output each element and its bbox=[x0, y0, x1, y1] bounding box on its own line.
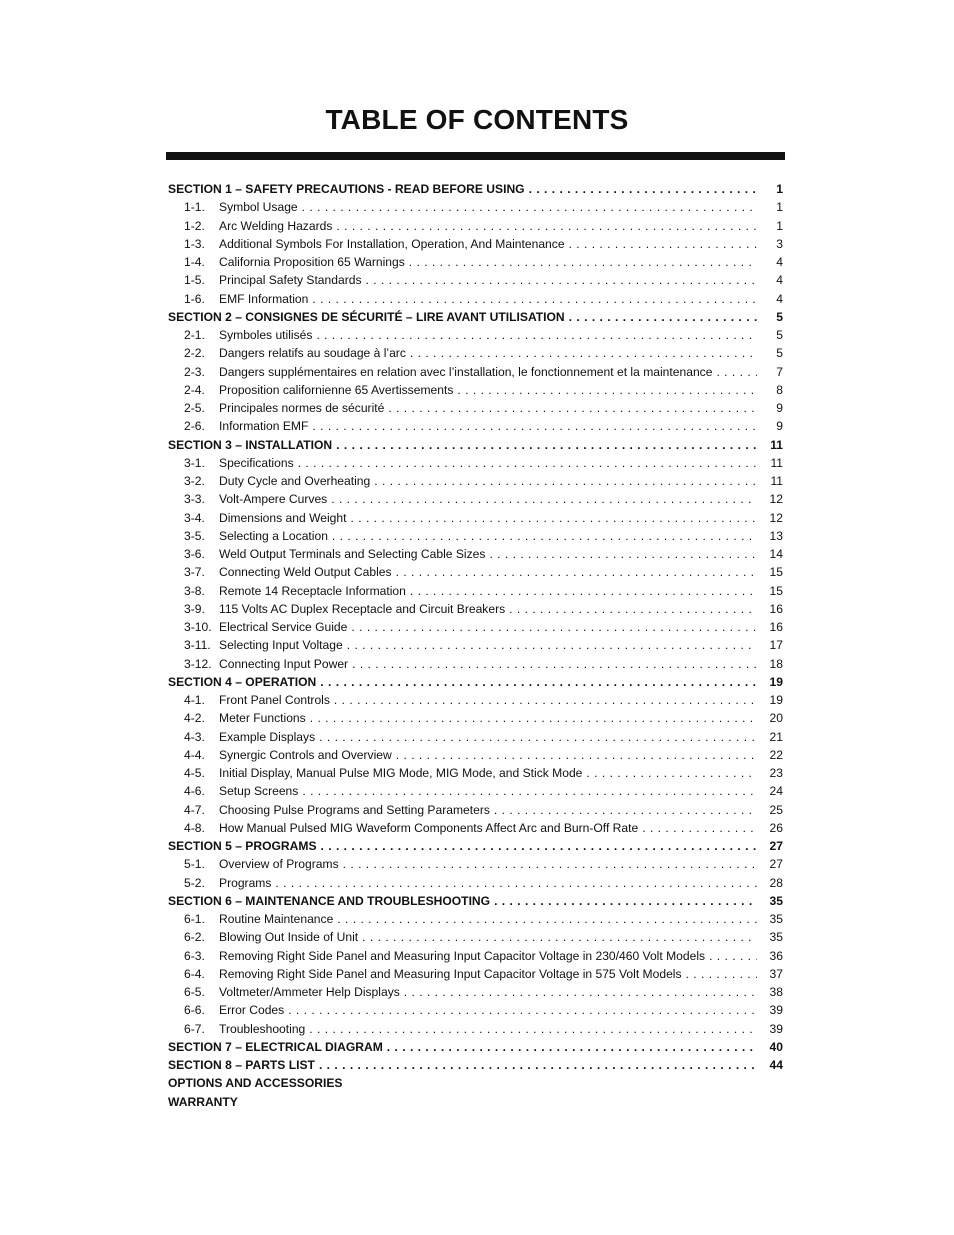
toc-subsection-entry[interactable] bbox=[168, 746, 783, 764]
toc-subsection-entry[interactable] bbox=[168, 782, 783, 800]
toc-section-entry[interactable] bbox=[168, 1038, 783, 1056]
toc-entry-page: 12 bbox=[769, 492, 783, 507]
toc-entry-label: Removing Right Side Panel and Measuring Input Capacitor Voltage in 230/460 Volt Models . . . bbox=[219, 947, 757, 965]
toc-entry-number: 6-1. bbox=[184, 912, 205, 926]
toc-entry-number: 4-6. bbox=[184, 784, 205, 799]
toc-entry-number: 4-4. bbox=[184, 747, 205, 762]
toc-entry-page: 11 bbox=[770, 474, 783, 488]
toc-entry-label: Front Panel Controls . . . bbox=[219, 691, 757, 709]
toc-entry-label: Example Displays . . . bbox=[219, 728, 757, 746]
table-of-contents bbox=[168, 180, 783, 1111]
toc-entry-label: California Proposition 65 Warnings . . . bbox=[219, 253, 757, 271]
toc-entry-page: 21 bbox=[769, 729, 783, 744]
toc-subsection-entry[interactable] bbox=[168, 874, 783, 892]
toc-subsection-entry[interactable] bbox=[168, 198, 783, 216]
toc-entry-label: SECTION 2 – CONSIGNES DE SÉCURITÉ – LIRE AVANT UTILISATION . . . bbox=[168, 308, 757, 326]
toc-entry-number: 4-3. bbox=[184, 729, 205, 744]
toc-section-entry[interactable] bbox=[168, 1093, 783, 1111]
toc-entry-label: Initial Display, Manual Pulse MIG Mode, MIG Mode, and Stick Mode . . . bbox=[219, 764, 757, 782]
toc-subsection-entry[interactable] bbox=[168, 253, 783, 271]
toc-entry-label: SECTION 1 – SAFETY PRECAUTIONS - READ BEFORE USING . . . bbox=[168, 180, 757, 198]
toc-subsection-entry[interactable] bbox=[168, 235, 783, 253]
toc-entry-number: 6-2. bbox=[184, 930, 205, 945]
toc-subsection-entry[interactable] bbox=[168, 1020, 783, 1038]
toc-entry-number: 3-8. bbox=[184, 583, 205, 598]
toc-entry-label: Voltmeter/Ammeter Help Displays . . . bbox=[219, 983, 757, 1001]
toc-entry-label: Dangers supplémentaires en relation avec l’installation, le fonctionnement et la maintenance . . . bbox=[219, 363, 757, 381]
toc-entry-number: 1-2. bbox=[184, 218, 205, 233]
toc-section-entry[interactable] bbox=[168, 436, 783, 454]
toc-section-entry[interactable] bbox=[168, 308, 783, 326]
toc-entry-page: 18 bbox=[769, 656, 783, 671]
toc-entry-page: 5 bbox=[776, 309, 783, 324]
toc-entry-page: 9 bbox=[776, 401, 783, 415]
toc-entry-page: 36 bbox=[769, 948, 783, 963]
toc-entry-page: 23 bbox=[769, 766, 783, 780]
toc-entry-number: 4-1. bbox=[184, 693, 205, 707]
toc-entry-page: 27 bbox=[769, 857, 783, 872]
toc-subsection-entry[interactable] bbox=[168, 983, 783, 1001]
toc-subsection-entry[interactable] bbox=[168, 454, 783, 472]
toc-subsection-entry[interactable] bbox=[168, 582, 783, 600]
toc-subsection-entry[interactable] bbox=[168, 819, 783, 837]
toc-subsection-entry[interactable] bbox=[168, 545, 783, 563]
toc-entry-label: WARRANTY bbox=[168, 1094, 238, 1109]
toc-entry-number: 6-3. bbox=[184, 948, 205, 963]
toc-entry-number: 2-6. bbox=[184, 419, 205, 434]
toc-entry-page: 28 bbox=[769, 875, 783, 890]
toc-entry-label: Electrical Service Guide . . . bbox=[219, 618, 757, 636]
toc-subsection-entry[interactable] bbox=[168, 344, 783, 362]
toc-entry-number: 4-8. bbox=[184, 820, 205, 835]
toc-subsection-entry[interactable] bbox=[168, 947, 783, 965]
toc-entry-page: 37 bbox=[769, 966, 783, 981]
toc-entry-page: 24 bbox=[769, 784, 783, 799]
toc-entry-label: SECTION 3 – INSTALLATION . . . bbox=[168, 436, 757, 454]
toc-subsection-entry[interactable] bbox=[168, 381, 783, 399]
toc-entry-number: 3-6. bbox=[184, 547, 205, 561]
toc-entry-page: 40 bbox=[769, 1039, 783, 1054]
toc-entry-label: Removing Right Side Panel and Measuring Input Capacitor Voltage in 575 Volt Models . . . bbox=[219, 965, 757, 983]
toc-entry-number: 6-6. bbox=[184, 1003, 205, 1018]
toc-entry-page: 5 bbox=[776, 346, 783, 361]
toc-entry-number: 2-5. bbox=[184, 401, 205, 415]
toc-entry-number: 3-5. bbox=[184, 528, 205, 543]
toc-entry-page: 4 bbox=[776, 255, 783, 269]
toc-entry-label: Remote 14 Receptacle Information . . . bbox=[219, 582, 757, 600]
toc-entry-label: Specifications . . . bbox=[219, 454, 757, 472]
toc-entry-page: 4 bbox=[776, 291, 783, 306]
toc-section-entry[interactable] bbox=[168, 1056, 783, 1074]
toc-entry-label: Choosing Pulse Programs and Setting Parameters . . . bbox=[219, 801, 757, 819]
toc-entry-number: 2-4. bbox=[184, 382, 205, 397]
toc-entry-number: 1-5. bbox=[184, 273, 205, 288]
title-rule bbox=[166, 152, 785, 160]
toc-section-entry[interactable] bbox=[168, 892, 783, 910]
toc-entry-page: 4 bbox=[776, 273, 783, 288]
toc-entry-label: Information EMF . . . bbox=[219, 417, 757, 435]
toc-section-entry[interactable] bbox=[168, 180, 783, 198]
toc-entry-number: 2-2. bbox=[184, 346, 205, 361]
toc-entry-label: Overview of Programs . . . bbox=[219, 855, 757, 873]
toc-subsection-entry[interactable] bbox=[168, 563, 783, 581]
toc-subsection-entry[interactable] bbox=[168, 600, 783, 618]
toc-subsection-entry[interactable] bbox=[168, 655, 783, 673]
toc-entry-label: Symbol Usage . . . bbox=[219, 198, 757, 216]
toc-entry-page: 20 bbox=[769, 711, 783, 726]
toc-section-entry[interactable] bbox=[168, 673, 783, 691]
toc-entry-label: SECTION 4 – OPERATION . . . bbox=[168, 673, 757, 691]
toc-section-entry[interactable] bbox=[168, 837, 783, 855]
toc-entry-label: Proposition californienne 65 Avertissements . . . bbox=[219, 381, 757, 399]
toc-subsection-entry[interactable] bbox=[168, 910, 783, 928]
toc-entry-number: 3-11. bbox=[184, 638, 211, 653]
toc-entry-page: 19 bbox=[769, 674, 783, 689]
toc-subsection-entry[interactable] bbox=[168, 691, 783, 709]
toc-entry-label: Principales normes de sécurité . . . bbox=[219, 399, 757, 417]
toc-entry-page: 27 bbox=[769, 839, 783, 853]
toc-entry-number: 1-3. bbox=[184, 236, 205, 251]
toc-subsection-entry[interactable] bbox=[168, 290, 783, 308]
toc-entry-page: 16 bbox=[769, 620, 783, 634]
toc-entry-label: OPTIONS AND ACCESSORIES bbox=[168, 1076, 343, 1091]
toc-entry-number: 6-4. bbox=[184, 966, 205, 981]
toc-subsection-entry[interactable] bbox=[168, 417, 783, 435]
toc-entry-page: 14 bbox=[769, 547, 783, 561]
toc-entry-label: Connecting Input Power . . . bbox=[219, 655, 757, 673]
toc-entry-page: 35 bbox=[769, 893, 783, 908]
toc-entry-page: 3 bbox=[776, 236, 783, 251]
toc-entry-number: 3-1. bbox=[184, 455, 205, 470]
toc-subsection-entry[interactable] bbox=[168, 217, 783, 235]
toc-entry-label: Volt-Ampere Curves . . . bbox=[219, 490, 757, 508]
toc-entry-number: 3-12. bbox=[184, 656, 212, 671]
toc-entry-page: 15 bbox=[769, 583, 783, 598]
toc-subsection-entry[interactable] bbox=[168, 928, 783, 946]
toc-entry-page: 15 bbox=[769, 565, 783, 580]
page-title: TABLE OF CONTENTS bbox=[325, 104, 629, 135]
toc-entry-label: Dimensions and Weight . . . bbox=[219, 509, 757, 527]
toc-subsection-entry[interactable] bbox=[168, 728, 783, 746]
toc-entry-label: Weld Output Terminals and Selecting Cable Sizes . . . bbox=[219, 545, 757, 563]
toc-entry-number: 2-3. bbox=[184, 364, 205, 379]
toc-section-entry[interactable] bbox=[168, 1074, 783, 1092]
toc-entry-page: 12 bbox=[769, 510, 783, 525]
toc-entry-label: Error Codes . . . bbox=[219, 1001, 757, 1019]
toc-entry-label: Troubleshooting . . . bbox=[219, 1020, 757, 1038]
toc-subsection-entry[interactable] bbox=[168, 636, 783, 654]
toc-subsection-entry[interactable] bbox=[168, 618, 783, 636]
toc-entry-page: 35 bbox=[769, 912, 783, 926]
toc-entry-label: Programs . . . bbox=[219, 874, 757, 892]
toc-entry-page: 17 bbox=[769, 638, 783, 653]
toc-entry-number: 6-5. bbox=[184, 985, 205, 999]
toc-entry-number: 5-1. bbox=[184, 857, 205, 872]
toc-entry-label: Synergic Controls and Overview . . . bbox=[219, 746, 757, 764]
toc-entry-page: 39 bbox=[769, 1021, 783, 1036]
toc-entry-label: Symboles utilisés . . . bbox=[219, 326, 757, 344]
toc-entry-number: 4-2. bbox=[184, 711, 205, 726]
toc-entry-label: Connecting Weld Output Cables . . . bbox=[219, 563, 757, 581]
toc-subsection-entry[interactable] bbox=[168, 764, 783, 782]
toc-entry-number: 1-1. bbox=[184, 200, 205, 215]
toc-entry-label: Duty Cycle and Overheating . . . bbox=[219, 472, 757, 490]
toc-entry-number: 3-10. bbox=[184, 620, 212, 634]
toc-entry-label: Blowing Out Inside of Unit . . . bbox=[219, 928, 757, 946]
toc-entry-page: 44 bbox=[769, 1058, 783, 1072]
toc-entry-label: SECTION 6 – MAINTENANCE AND TROUBLESHOOTING . . . bbox=[168, 892, 757, 910]
toc-subsection-entry[interactable] bbox=[168, 801, 783, 819]
toc-entry-page: 25 bbox=[769, 802, 783, 817]
toc-subsection-entry[interactable] bbox=[168, 363, 783, 381]
toc-entry-number: 1-6. bbox=[184, 291, 205, 306]
toc-entry-page: 38 bbox=[769, 985, 783, 999]
toc-entry-number: 3-7. bbox=[184, 565, 205, 580]
toc-entry-label: EMF Information . . . bbox=[219, 290, 757, 308]
toc-subsection-entry[interactable] bbox=[168, 509, 783, 527]
toc-entry-page: 1 bbox=[776, 182, 783, 196]
toc-subsection-entry[interactable] bbox=[168, 527, 783, 545]
toc-entry-page: 1 bbox=[776, 218, 783, 233]
toc-entry-number: 4-5. bbox=[184, 766, 205, 780]
toc-entry-label: 115 Volts AC Duplex Receptacle and Circuit Breakers . . . bbox=[219, 600, 757, 618]
toc-entry-page: 13 bbox=[769, 528, 783, 543]
toc-subsection-entry[interactable] bbox=[168, 1001, 783, 1019]
toc-subsection-entry[interactable] bbox=[168, 709, 783, 727]
toc-subsection-entry[interactable] bbox=[168, 855, 783, 873]
toc-entry-page: 22 bbox=[769, 747, 783, 762]
toc-entry-number: 3-3. bbox=[184, 492, 205, 507]
toc-entry-page: 7 bbox=[776, 364, 783, 379]
toc-entry-page: 1 bbox=[776, 200, 783, 215]
toc-entry-page: 9 bbox=[776, 419, 783, 434]
toc-entry-number: 1-4. bbox=[184, 255, 205, 269]
toc-entry-label: SECTION 5 – PROGRAMS . . . bbox=[168, 837, 757, 855]
toc-entry-label: Meter Functions . . . bbox=[219, 709, 757, 727]
toc-entry-number: 3-2. bbox=[184, 474, 205, 488]
toc-entry-label: Dangers relatifs au soudage à l’arc . . . bbox=[219, 344, 757, 362]
toc-entry-number: 3-9. bbox=[184, 601, 205, 616]
toc-entry-page: 16 bbox=[769, 601, 783, 616]
toc-entry-number: 4-7. bbox=[184, 802, 205, 817]
toc-entry-label: Setup Screens . . . bbox=[219, 782, 757, 800]
toc-subsection-entry[interactable] bbox=[168, 490, 783, 508]
toc-entry-label: SECTION 8 – PARTS LIST . . . bbox=[168, 1056, 757, 1074]
toc-entry-number: 6-7. bbox=[184, 1021, 205, 1036]
toc-entry-label: SECTION 7 – ELECTRICAL DIAGRAM . . . bbox=[168, 1038, 757, 1056]
toc-entry-page: 5 bbox=[776, 328, 783, 342]
toc-subsection-entry[interactable] bbox=[168, 472, 783, 490]
toc-subsection-entry[interactable] bbox=[168, 326, 783, 344]
toc-subsection-entry[interactable] bbox=[168, 271, 783, 289]
toc-entry-label: How Manual Pulsed MIG Waveform Components Affect Arc and Burn-Off Rate . . . bbox=[219, 819, 757, 837]
toc-entry-page: 26 bbox=[769, 820, 783, 835]
toc-entry-page: 8 bbox=[776, 382, 783, 397]
toc-entry-label: Routine Maintenance . . . bbox=[219, 910, 757, 928]
toc-subsection-entry[interactable] bbox=[168, 399, 783, 417]
toc-entry-page: 35 bbox=[769, 930, 783, 945]
toc-subsection-entry[interactable] bbox=[168, 965, 783, 983]
toc-entry-page: 39 bbox=[769, 1003, 783, 1018]
toc-entry-label: Selecting a Location . . . bbox=[219, 527, 757, 545]
toc-entry-label: Selecting Input Voltage . . . bbox=[219, 636, 757, 654]
toc-entry-number: 2-1. bbox=[184, 328, 205, 342]
toc-entry-label: Arc Welding Hazards . . . bbox=[219, 217, 757, 235]
toc-entry-label: Principal Safety Standards . . . bbox=[219, 271, 757, 289]
toc-entry-number: 3-4. bbox=[184, 510, 205, 525]
toc-entry-label: Additional Symbols For Installation, Operation, And Maintenance . . . bbox=[219, 235, 757, 253]
toc-entry-page: 11 bbox=[770, 455, 783, 470]
toc-entry-number: 5-2. bbox=[184, 875, 205, 890]
toc-entry-page: 19 bbox=[769, 693, 783, 707]
toc-entry-page: 11 bbox=[770, 437, 783, 452]
